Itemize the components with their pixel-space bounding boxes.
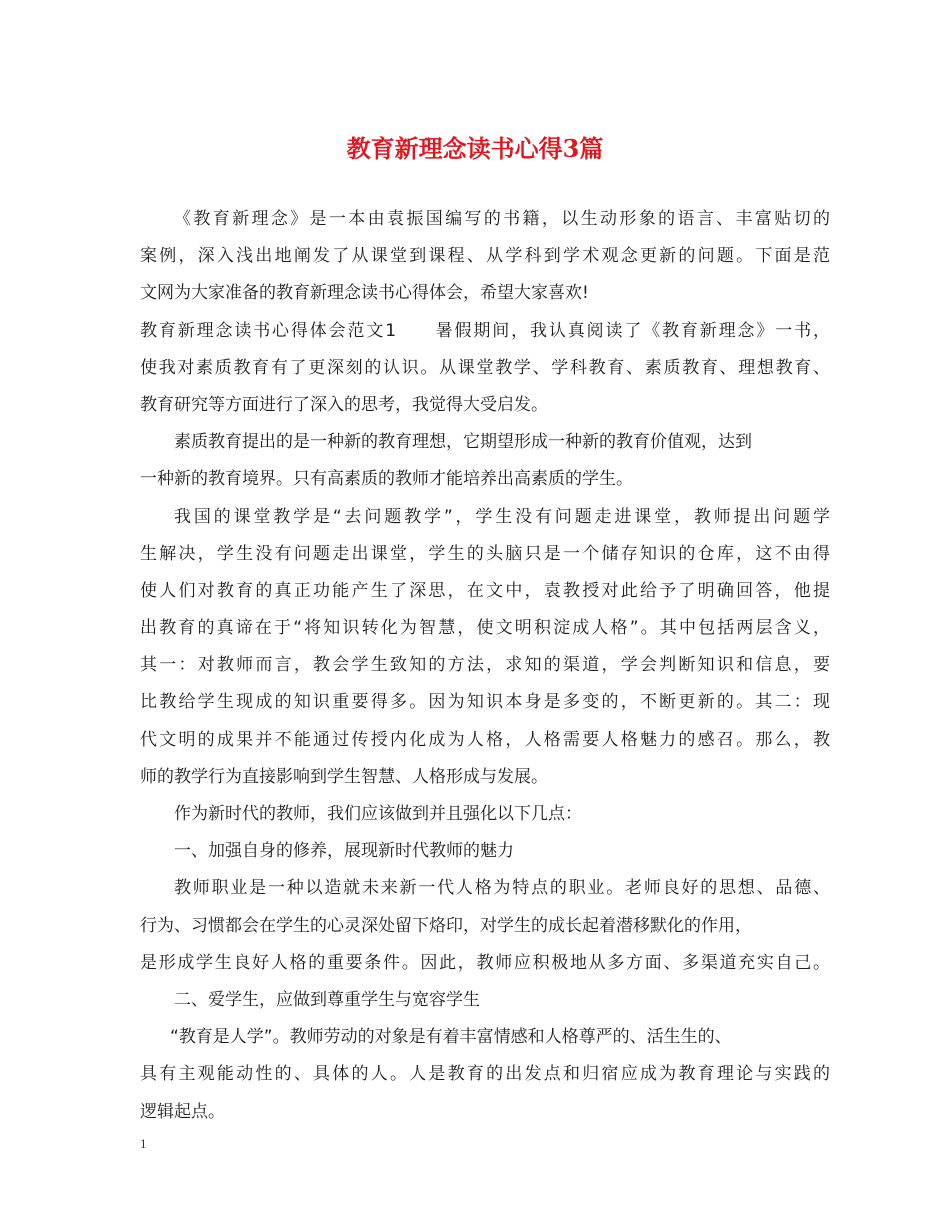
section-heading: 一、加强自身的修养，展现新时代教师的魅力 xyxy=(174,841,514,862)
document-body xyxy=(140,201,830,1131)
paragraph-line: 其一：对教师而言，教会学生致知的方法，求知的渠道，学会判断知识和信息，要 xyxy=(140,655,830,676)
paragraph-line: 师的教学行为直接影响到学生智慧、人格形成与发展。 xyxy=(140,766,548,787)
paragraph-line: 使我对素质教育有了更深刻的认识。从课堂教学、学科教育、素质教育、理想教育、 xyxy=(140,357,830,378)
paragraph-line: 逻辑起点。 xyxy=(140,1101,225,1122)
paragraph-line: 行为、习惯都会在学生的心灵深处留下烙印，对学生的成长起着潜移默化的作用， xyxy=(140,915,752,936)
paragraph-line: 一种新的教育境界。只有高素质的教师才能培养出高素质的学生。 xyxy=(140,469,633,490)
paragraph-line: “教育是人学”。教师劳动的对象是有着丰富情感和人格尊严的、活生生的、 xyxy=(170,1027,732,1048)
paragraph-line: 代文明的成果并不能通过传授内化成为人格，人格需要人格魅力的感召。那么，教 xyxy=(140,729,830,750)
paragraph-line: 作为新时代的教师，我们应该做到并且强化以下几点： xyxy=(174,804,582,824)
paragraph-line: 具有主观能动性的、具体的人。人是教育的出发点和归宿应成为教育理论与实践的 xyxy=(140,1064,830,1085)
paragraph-line: 出教育的真谛在于“将知识转化为智慧，使文明积淀成人格”。其中包括两层含义， xyxy=(140,618,830,639)
paragraph-line: 案例，深入浅出地阐发了从课堂到课程、从学科到学术观念更新的问题。下面是范 xyxy=(140,246,830,267)
paragraph-line: 是形成学生良好人格的重要条件。因此，教师应积极地从多方面、多渠道充实自己。 xyxy=(140,952,830,973)
page-number: 1 xyxy=(140,1136,147,1151)
paragraph-line: 教育研究等方面进行了深入的思考，我觉得大受启发。 xyxy=(140,394,548,415)
paragraph-line: 《教育新理念》是一本由袁振国编写的书籍，以生动形象的语言、丰富贴切的 xyxy=(174,209,830,229)
paragraph-line: 文网为大家准备的教育新理念读书心得体会，希望大家喜欢! xyxy=(140,283,589,304)
section-heading: 二、爱学生，应做到尊重学生与宽容学生 xyxy=(174,989,480,1010)
paragraph-line: 教师职业是一种以造就未来新一代人格为特点的职业。老师良好的思想、品德、 xyxy=(174,878,830,899)
paragraph-line: 生解决，学生没有问题走出课堂，学生的头脑只是一个储存知识的仓库，这不由得 xyxy=(140,543,830,564)
paragraph-line: 教育新理念读书心得体会范文1 暑假期间，我认真阅读了《教育新理念》一书， xyxy=(140,320,830,341)
document-title: 教育新理念读书心得3篇 xyxy=(346,134,604,163)
paragraph-line: 素质教育提出的是一种新的教育理想，它期望形成一种新的教育价值观，达到 xyxy=(174,432,752,453)
paragraph-line: 我国的课堂教学是“去问题教学”，学生没有问题走进课堂，教师提出问题学 xyxy=(174,506,830,527)
paragraph-line: 比教给学生现成的知识重要得多。因为知识本身是多变的，不断更新的。其二：现 xyxy=(140,692,830,713)
paragraph-line: 使人们对教育的真正功能产生了深思，在文中，袁教授对此给予了明确回答，他提 xyxy=(140,580,830,601)
